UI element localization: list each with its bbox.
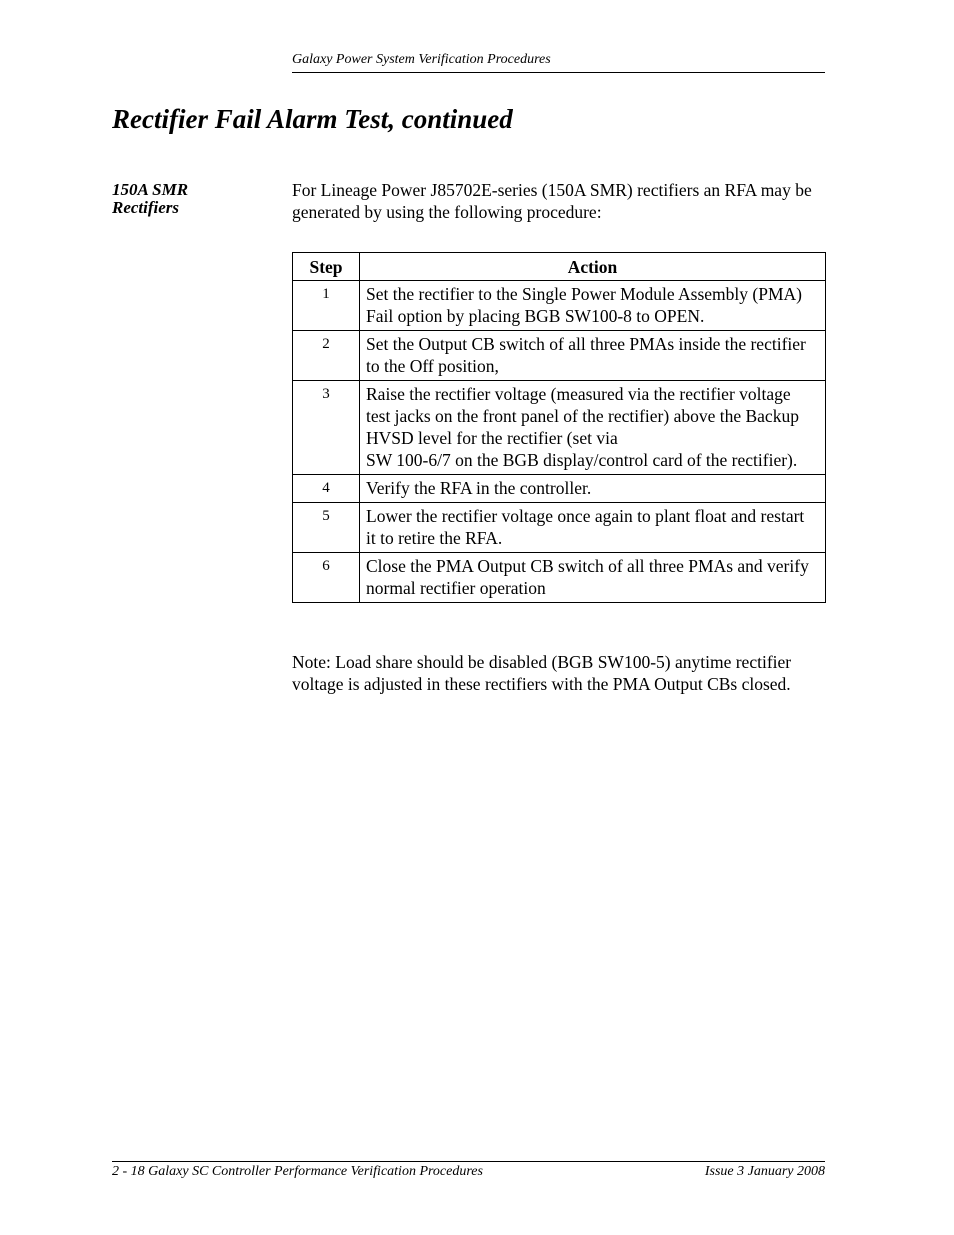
table-row: [293, 331, 826, 381]
table-header-row: [293, 253, 826, 281]
step-number: 2: [293, 331, 360, 381]
running-header: [292, 52, 825, 73]
note-paragraph: Note: Load share should be disabled (BGB SW100-5) anytime rectifier voltage is adjusted in these rectifiers with the PMA Output CBs closed.: [292, 652, 792, 694]
table-row: [293, 475, 826, 503]
step-action-line-2: SW 100-6/7 on the BGB display/control card of the rectifier).: [366, 450, 798, 470]
side-heading: [112, 181, 272, 217]
step-number: 6: [293, 553, 360, 603]
step-column-header: Step: [293, 253, 360, 281]
page-footer: [112, 1161, 825, 1180]
step-number: 5: [293, 503, 360, 553]
table-row: [293, 381, 826, 475]
table-row: [293, 553, 826, 603]
step-number: 3: [293, 381, 360, 475]
running-header-text: Galaxy Power System Verification Procedures: [292, 52, 551, 67]
step-number: 1: [293, 281, 360, 331]
action-column-header: Action: [360, 253, 826, 281]
side-heading-line-2: Rectifiers: [112, 198, 180, 217]
step-action: Set the rectifier to the Single Power Module Assembly (PMA) Fail option by placing BGB SW100-8 to OPEN.: [360, 281, 826, 331]
step-action: Close the PMA Output CB switch of all three PMAs and verify normal rectifier operation: [360, 553, 826, 603]
step-action: Verify the RFA in the controller.: [360, 475, 826, 503]
step-action-line-1: Raise the rectifier voltage (measured via the rectifier voltage test jacks on the front panel of the rectifier) above the Backup HVSD level for the rectifier (set via: [366, 384, 799, 448]
side-heading-line-1: 150A SMR: [112, 180, 189, 199]
step-number: 4: [293, 475, 360, 503]
procedure-table: [292, 252, 826, 603]
step-action: [360, 381, 826, 475]
footer-right-text: Issue 3 January 2008: [704, 1164, 825, 1179]
intro-paragraph: For Lineage Power J85702E-series (150A SMR) rectifiers an RFA may be generated by using the following procedure:: [292, 180, 812, 222]
footer-left-text: 2 - 18 Galaxy SC Controller Performance Verification Procedures: [112, 1164, 483, 1179]
table-row: [293, 503, 826, 553]
step-action: Lower the rectifier voltage once again to plant float and restart it to retire the RFA.: [360, 503, 826, 553]
page-title: Rectifier Fail Alarm Test, continued: [112, 104, 513, 134]
step-action: Set the Output CB switch of all three PMAs inside the rectifier to the Off position,: [360, 331, 826, 381]
table-row: [293, 281, 826, 331]
